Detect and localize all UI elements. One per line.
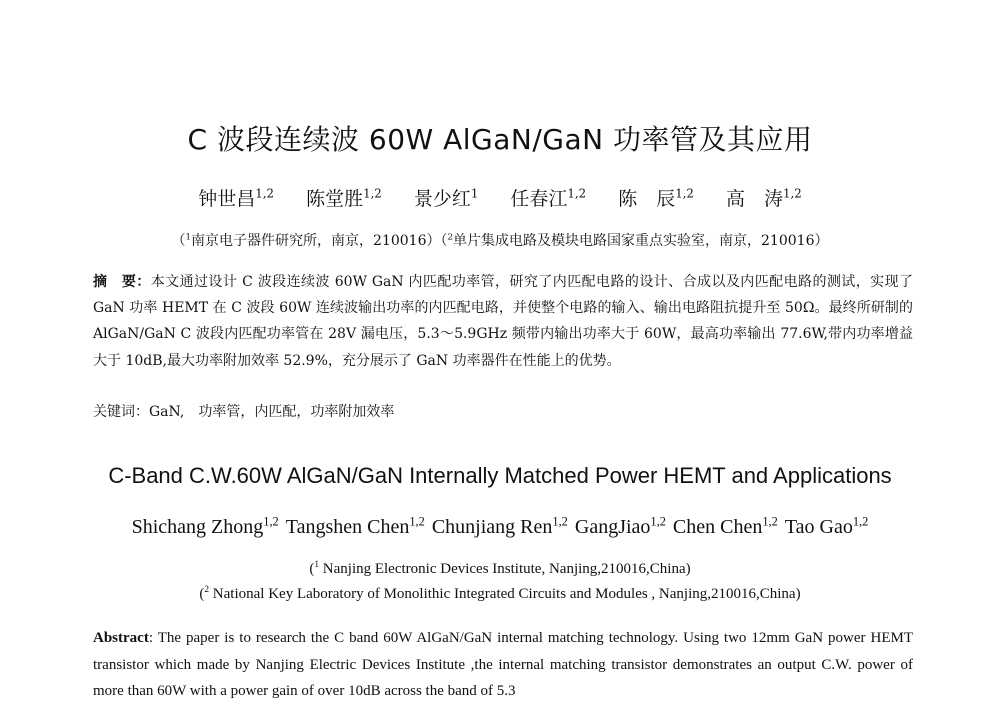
- author-affiliation-mark: 1,2: [567, 186, 587, 201]
- author-name: 陈 辰: [618, 188, 676, 210]
- affiliation-text: National Key Laboratory of Monolithic Integrated Circuits and Modules , Nanjing,210016,China): [212, 586, 801, 602]
- author-name: Chunjiang Ren: [431, 516, 553, 538]
- chinese-keywords: [93, 400, 913, 424]
- english-author: [673, 516, 778, 538]
- author-name: 钟世昌: [198, 188, 256, 210]
- author-name: Shichang Zhong: [131, 516, 264, 538]
- author-name: 任春江: [510, 188, 568, 210]
- abstract-label: 摘 要：: [93, 274, 151, 290]
- english-author: [432, 516, 568, 538]
- author-name: GangJiao: [574, 516, 651, 538]
- author-affiliation-mark: 1,2: [650, 514, 666, 529]
- affiliation-mark: 1: [314, 560, 320, 570]
- english-abstract: [93, 625, 913, 705]
- affiliation-text: 单片集成电路及模块电路国家重点实验室，南京，210016）: [453, 233, 829, 249]
- author-affiliation-mark: 1: [470, 186, 479, 201]
- english-affiliation-2: ($^2$ National Key Laboratory of Monolithic Integrated Circuits and Modules , Nanjing,210016,China): [199, 585, 801, 602]
- chinese-author: [618, 188, 694, 210]
- chinese-author: [510, 188, 586, 210]
- english-author: [575, 516, 666, 538]
- chinese-author: [198, 188, 274, 210]
- chinese-title: C 波段连续波 60W AlGaN/GaN 功率管及其应用: [187, 123, 813, 156]
- chinese-author: [306, 188, 382, 210]
- affiliation-mark: 1: [185, 232, 192, 243]
- author-affiliation-mark: 1,2: [762, 514, 778, 529]
- author-affiliation-mark: 1,2: [852, 514, 869, 529]
- english-author: [785, 516, 869, 538]
- author-affiliation-mark: 1,2: [409, 514, 425, 529]
- author-name: 高 涛: [725, 188, 783, 210]
- author-name: Tao Gao: [784, 516, 853, 538]
- affiliation-text: 南京电子器件研究所，南京，210016）（: [191, 233, 448, 249]
- author-affiliation-mark: 1,2: [675, 186, 694, 201]
- author-name: Chen Chen: [672, 516, 763, 538]
- chinese-abstract: [93, 269, 913, 374]
- english-affiliation-1: ($^1$ Nanjing Electronic Devices Institute, Nanjing,210016,China): [309, 560, 691, 577]
- author-affiliation-mark: 1,2: [263, 514, 279, 529]
- chinese-affiliations: [0, 230, 1000, 250]
- affiliation-paren: （: [171, 233, 186, 249]
- author-affiliation-mark: 1,2: [363, 186, 382, 201]
- author-name: Tangshen Chen: [285, 516, 410, 538]
- abstract-body: : The paper is to research the C band 60W AlGaN/GaN internal matching technology. Using two 12mm GaN power HEMT transistor which made by Nanjing Electric Devices Institute ,the internal matching transistor demonstrates an output C.W. power of more than 60W with a power gain of over 10dB across the band of 5.3: [93, 630, 913, 699]
- author-name: 景少红: [413, 188, 471, 210]
- abstract-body: 本文通过设计 C 波段连续波 60W GaN 内匹配功率管，研究了内匹配电路的设计、合成以及内匹配电路的测试，实现了 GaN 功率 HEMT 在 C 波段 60W 连续波输出功率的内匹配电路，并使整个电路的输入、输出电路阻抗提升至 50Ω。最终所研制的 AlGaN/GaN C 波段内匹配功率管在 28V 漏电压，5.3～5.9GHz 频带内输出功率大于 60W，最高功率输出 77.6W,带内功率增益大于 10dB,最大功率附加效率 52.9%，充分展示了 GaN 功率器件在性能上的优势。: [93, 274, 914, 369]
- affiliation-mark: 2: [447, 232, 454, 243]
- affiliation-text: Nanjing Electronic Devices Institute, Nanjing,210016,China): [322, 561, 691, 577]
- chinese-author-list: [0, 184, 1000, 211]
- chinese-author: [414, 188, 479, 210]
- english-title: C-Band C.W.60W AlGaN/GaN Internally Matched Power HEMT and Applications: [108, 463, 892, 488]
- abstract-label: Abstract: [93, 630, 149, 646]
- author-affiliation-mark: 1,2: [255, 186, 275, 201]
- author-name: 陈堂胜: [306, 188, 364, 210]
- chinese-author: [726, 188, 802, 210]
- keywords-body: GaN, 功率管，内匹配，功率附加效率: [149, 404, 395, 420]
- english-author: [132, 516, 279, 538]
- affiliation-mark: 2: [204, 585, 210, 595]
- author-affiliation-mark: 1,2: [552, 514, 568, 529]
- english-author-list: [0, 516, 1000, 539]
- author-affiliation-mark: 1,2: [782, 186, 802, 201]
- english-author: [286, 516, 425, 538]
- keywords-label: 关键词：: [93, 404, 149, 420]
